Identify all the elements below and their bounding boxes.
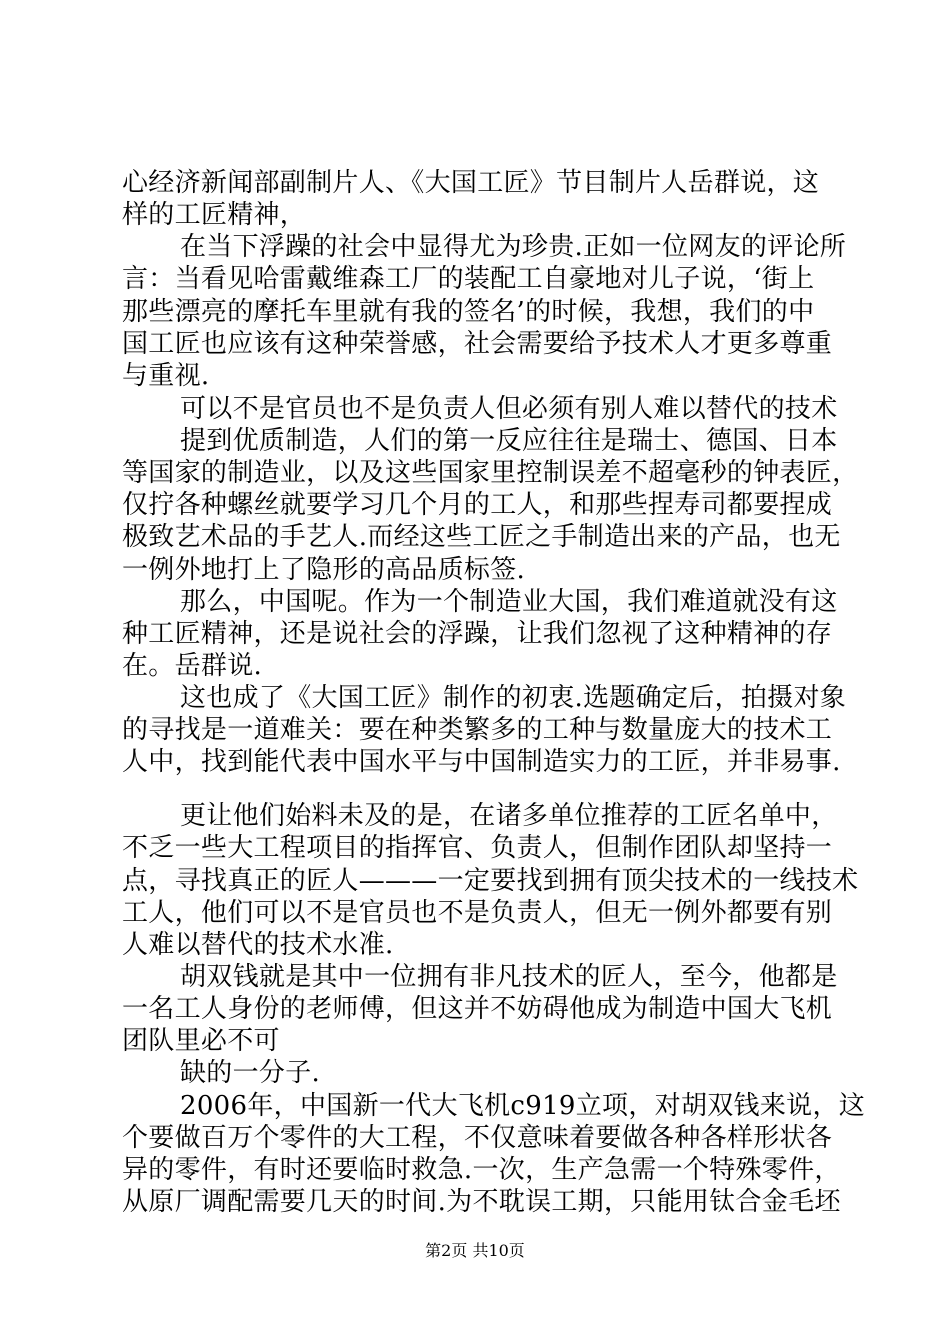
text-line: 胡双钱就是其中一位拥有非凡技术的匠人，至今，他都是: [180, 962, 838, 992]
text-line: 更让他们始料未及的是，在诸多单位推荐的工匠名单中，: [180, 801, 838, 831]
text-line: 异的零件，有时还要临时救急.一次，生产急需一个特殊零件，: [122, 1155, 841, 1185]
text-line: 2006年，中国新一代大飞机c919立项，对胡双钱来说，这: [180, 1091, 866, 1121]
text-line: 国工匠也应该有这种荣誉感，社会需要给予技术人才更多尊重: [122, 329, 833, 359]
text-line: 仅拧各种螺丝就要学习几个月的工人，和那些捏寿司都要捏成: [122, 490, 833, 520]
text-line: 等国家的制造业，以及这些国家里控制误差不超毫秒的钟表匠，: [122, 458, 859, 488]
text-line: 种工匠精神，还是说社会的浮躁，让我们忽视了这种精神的存: [122, 619, 833, 649]
text-line: 心经济新闻部副制片人、《大国工匠》节目制片人岳群说，这: [122, 168, 820, 198]
text-line: 提到优质制造，人们的第一反应往往是瑞士、德国、日本: [180, 426, 838, 456]
text-line: 人难以替代的技术水准.: [122, 930, 394, 960]
text-line: 这也成了《大国工匠》制作的初衷.选题确定后，拍摄对象: [180, 683, 847, 713]
text-line: 与重视.: [122, 361, 210, 391]
text-line: 一例外地打上了隐形的高品质标签.: [122, 555, 526, 585]
text-line: 那些漂亮的摩托车里就有我的签名’的时候，我想，我们的中: [122, 297, 815, 327]
section-heading: 可以不是官员也不是负责人但必须有别人难以替代的技术: [180, 394, 838, 424]
text-line: 那么，中国呢。作为一个制造业大国，我们难道就没有这: [180, 587, 838, 617]
text-line: 从原厂调配需要几天的时间.为不耽误工期，只能用钛合金毛坯: [122, 1187, 841, 1217]
text-line: 团队里必不可: [122, 1026, 280, 1056]
text-line: 不乏一些大工程项目的指挥官、负责人，但制作团队却坚持一: [122, 833, 833, 863]
text-line: 缺的一分子.: [180, 1058, 321, 1088]
text-line: 极致艺术品的手艺人.而经这些工匠之手制造出来的产品，也无: [122, 522, 841, 552]
text-line: 在。岳群说.: [122, 651, 263, 681]
text-line: 样的工匠精神，: [122, 200, 307, 230]
text-line: 点，寻找真正的匠人———一定要找到拥有顶尖技术的一线技术: [122, 866, 859, 896]
text-line: 言：当看见哈雷戴维森工厂的装配工自豪地对儿子说，‘街上: [122, 264, 815, 294]
page-footer: 第2页 共10页: [425, 1241, 525, 1260]
text-line: 的寻找是一道难关：要在种类繁多的工种与数量庞大的技术工: [122, 715, 833, 745]
text-line: 个要做百万个零件的大工程，不仅意味着要做各种各样形状各: [122, 1123, 833, 1153]
text-line: 一名工人身份的老师傅，但这并不妨碍他成为制造中国大飞机: [122, 994, 833, 1024]
text-line: 工人，他们可以不是官员也不是负责人，但无一例外都要有别: [122, 898, 833, 928]
text-line: 在当下浮躁的社会中显得尤为珍贵.正如一位网友的评论所: [180, 232, 847, 262]
text-line: 人中，找到能代表中国水平与中国制造实力的工匠，并非易事.: [122, 747, 841, 777]
